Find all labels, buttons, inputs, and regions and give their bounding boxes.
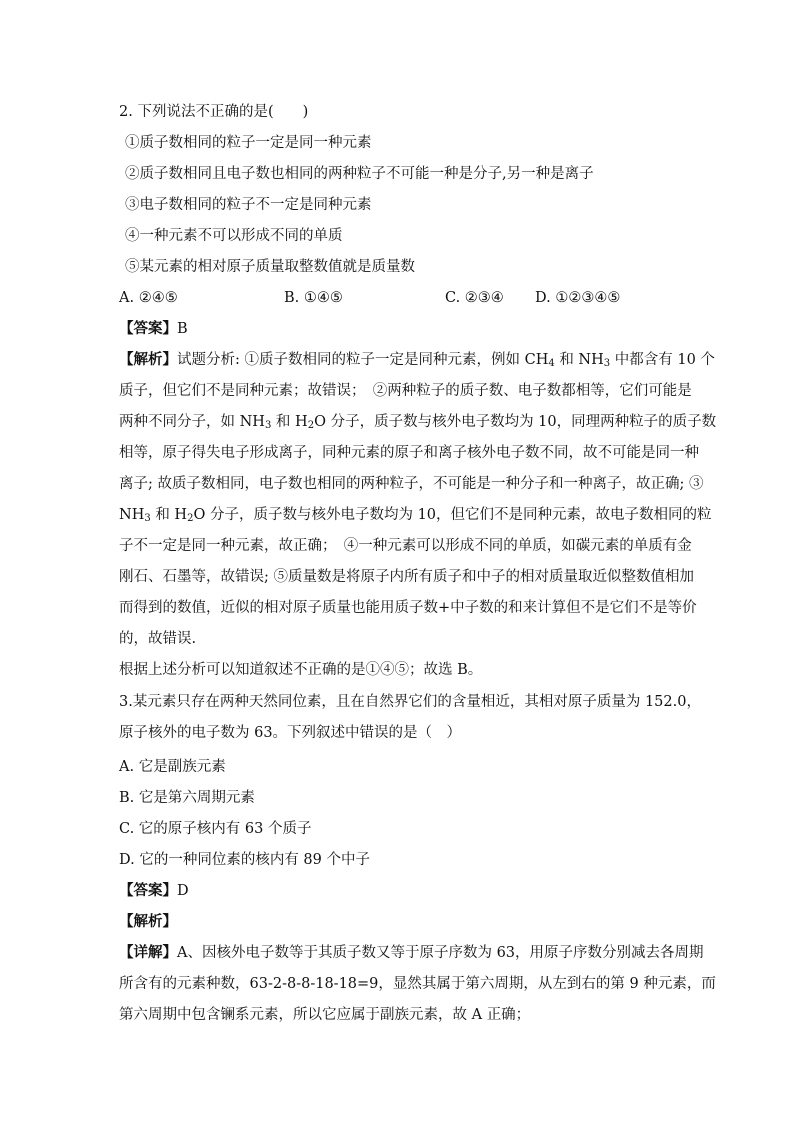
subscript: 3 — [144, 513, 151, 524]
answer-label: 【答案】 — [119, 320, 177, 337]
analysis-text: 两种不同分子，如 NH — [119, 414, 265, 430]
q3-detail-line-2: 所含有的元素种数，63-2-8-8-18-18=9，显然其属于第六周期，从左到右的第 9 种元素，而 — [119, 976, 716, 992]
analysis-line-8: 刚石、石墨等，故错误; ⑤质量数是将原子内所有质子和中子的相对质量取近似整数值相加 — [119, 569, 694, 585]
subscript: 4 — [548, 358, 555, 369]
analysis-line-1 — [119, 350, 715, 370]
answer-line — [119, 319, 679, 339]
subscript: 3 — [264, 420, 272, 431]
analysis-label: 【解析】 — [119, 351, 177, 368]
analysis-text: NH — [119, 507, 145, 523]
analysis-text: O 分子，质子数与核外电子数均为 10，但它们不是同种元素，故电子数相同的粒 — [193, 507, 712, 523]
subscript: 3 — [603, 358, 611, 369]
analysis-text: 和 H — [271, 414, 308, 430]
q3-answer-line — [119, 881, 679, 901]
analysis-line-4: 相等，原子得失电子形成离子，同种元素的原子和离子核外电子数不同，故不可能是同一种 — [119, 445, 699, 461]
statement-3: ③电子数相同的粒子不一定是同种元素 — [125, 197, 372, 213]
question-3-stem-line-2: 原子核外的电子数为 63。下列叙述中错误的是（ ） — [119, 725, 462, 741]
analysis-line-2: 质子，但它们不是同种元素；故错误； ②两种粒子的质子数、电子数都相等，它们可能是 — [119, 383, 692, 399]
analysis-text: 和 NH — [554, 352, 604, 368]
q3-option-b: B. 它是第六周期元素 — [119, 790, 255, 806]
analysis-text: 试题分析: ①质子数相同的粒子一定是同种元素，例如 CH — [177, 352, 549, 368]
subscript: 2 — [307, 420, 315, 431]
analysis-text: O 分子，质子数与核外电子数均为 10，同理两种粒子的质子数 — [314, 414, 717, 430]
statement-4: ④一种元素不可以形成不同的单质 — [125, 228, 343, 244]
q3-analysis-label: 【解析】 — [119, 913, 177, 930]
analysis-line-10: 的，故错误. — [119, 631, 197, 647]
question-3-stem-line-1: 3.某元素只存在两种天然同位素，且在自然界它们的含量相近，其相对原子质量为 152.0， — [119, 694, 701, 710]
option-a: A. ②④⑤ — [119, 290, 178, 306]
analysis-text: 中都含有 10 个 — [610, 352, 715, 368]
q3-detail-line-3: 第六周期中包含镧系元素，所以它应属于副族元素，故 A 正确； — [119, 1007, 531, 1023]
analysis-line-5: 离子; 故质子数相同，电子数也相同的两种粒子，不可能是一种分子和一种离子，故正确; ③ — [119, 476, 704, 492]
q3-detail-text: A、因核外电子数等于其质子数又等于原子序数为 63，用原子序数分别减去各周期 — [177, 945, 704, 961]
analysis-line-7: 子不一定是同一种元素，故正确； ④一种元素可以形成不同的单质，如碳元素的单质有金 — [119, 538, 692, 554]
statement-2: ②质子数相同且电子数也相同的两种粒子不可能一种是分子,另一种是离子 — [125, 166, 594, 182]
q3-detail-line-1 — [119, 943, 704, 963]
q3-option-c: C. 它的原子核内有 63 个质子 — [119, 821, 312, 837]
q3-answer-value: D — [177, 883, 189, 899]
q3-answer-label: 【答案】 — [119, 882, 177, 899]
statement-1: ①质子数相同的粒子一定是同一种元素 — [125, 135, 372, 151]
analysis-line-3 — [119, 412, 717, 432]
option-d: D. ①②③④⑤ — [535, 290, 621, 306]
statement-5: ⑤某元素的相对原子质量取整数值就是质量数 — [125, 259, 415, 275]
conclusion: 根据上述分析可以知道叙述不正确的是①④⑤；故选 B。 — [119, 662, 483, 678]
q3-option-d: D. 它的一种同位素的核内有 89 个中子 — [119, 852, 370, 868]
analysis-line-9: 而得到的数值，近似的相对原子质量也能用质子数+中子数的和来计算但不是它们不是等价 — [119, 600, 697, 616]
question-2-stem: 2. 下列说法不正确的是( ) — [119, 104, 309, 120]
answer-value: B — [177, 321, 188, 337]
subscript: 2 — [187, 513, 194, 524]
option-c: C. ②③④ — [445, 290, 504, 306]
q3-detail-label: 【详解】 — [119, 944, 177, 961]
q3-option-a: A. 它是副族元素 — [119, 759, 226, 775]
analysis-line-6 — [119, 505, 712, 525]
analysis-text: 和 H — [150, 507, 188, 523]
option-b: B. ①④⑤ — [284, 290, 343, 306]
